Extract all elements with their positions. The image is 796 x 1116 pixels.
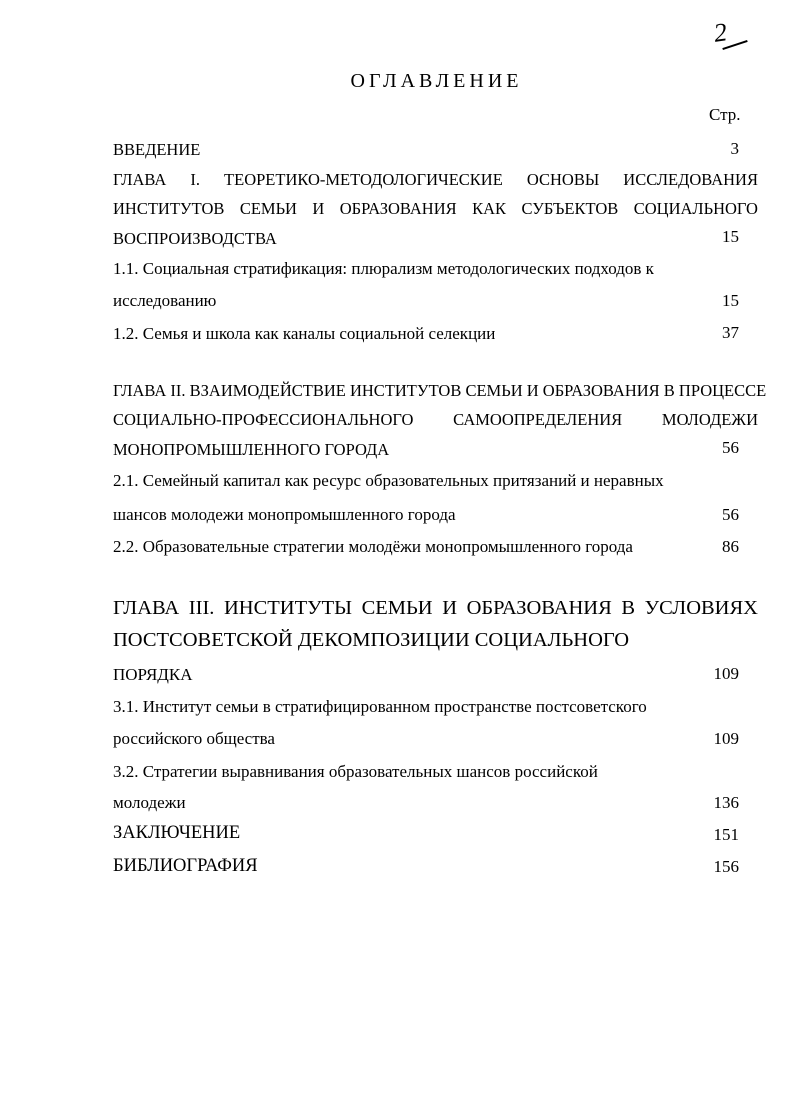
toc-section-1-1-page: 15 — [722, 291, 739, 310]
toc-section-1-1-line2: исследованию — [113, 291, 217, 310]
toc-chapter-1-page: 15 — [722, 227, 739, 246]
toc-section-3-1-line1: 3.1. Институт семьи в стратифицированном пространстве постсоветского — [113, 697, 647, 716]
toc-chapter-1-line3: ВОСПРОИЗВОДСТВА — [113, 229, 277, 248]
page-column-header: Стр. — [709, 105, 741, 124]
handwritten-page-number: 2 — [711, 17, 729, 48]
toc-section-3-2-page: 136 — [713, 793, 739, 812]
toc-intro: ВВЕДЕНИЕ — [113, 140, 201, 159]
toc-section-3-2-line1: 3.2. Стратегии выравнивания образовательных шансов российской — [113, 762, 598, 781]
toc-chapter-3-page: 109 — [713, 664, 739, 683]
toc-bibliography: БИБЛИОГРАФИЯ — [113, 856, 258, 876]
page-title: ОГЛАВЛЕНИЕ — [350, 70, 523, 92]
toc-section-2-1-page: 56 — [722, 505, 739, 524]
toc-chapter-3-line2: ПОСТСОВЕТСКОЙ ДЕКОМПОЗИЦИИ СОЦИАЛЬНОГО — [113, 629, 630, 651]
toc-section-2-1-line1: 2.1. Семейный капитал как ресурс образовательных притязаний и неравных — [113, 471, 664, 490]
toc-section-1-2-page: 37 — [722, 323, 739, 342]
toc-intro-page: 3 — [730, 139, 739, 158]
toc-section-2-1-line2: шансов молодежи монопромышленного города — [113, 505, 456, 524]
toc-section-3-2-line2: молодежи — [113, 793, 186, 812]
toc-chapter-1-line1: ГЛАВА I. ТЕОРЕТИКО-МЕТОДОЛОГИЧЕСКИЕ ОСНОВЫ ИССЛЕДОВАНИЯ — [113, 170, 758, 189]
toc-conclusion: ЗАКЛЮЧЕНИЕ — [113, 823, 241, 843]
toc-chapter-2-line3: МОНОПРОМЫШЛЕННОГО ГОРОДА — [113, 440, 390, 459]
toc-section-3-1-page: 109 — [713, 729, 739, 748]
toc-section-2-2-page: 86 — [722, 537, 739, 556]
toc-section-3-1-line2: российского общества — [113, 729, 275, 748]
toc-section-2-2: 2.2. Образовательные стратегии молодёжи монопромышленного города — [113, 537, 633, 556]
toc-chapter-3-line3: ПОРЯДКА — [113, 665, 193, 684]
toc-chapter-2-line2: СОЦИАЛЬНО-ПРОФЕССИОНАЛЬНОГО САМООПРЕДЕЛЕНИЯ МОЛОДЕЖИ — [113, 410, 758, 429]
toc-bibliography-page: 156 — [713, 857, 739, 876]
toc-section-1-2: 1.2. Семья и школа как каналы социальной селекции — [113, 324, 496, 343]
toc-chapter-2-page: 56 — [722, 438, 739, 457]
toc-chapter-1-line2: ИНСТИТУТОВ СЕМЬИ И ОБРАЗОВАНИЯ КАК СУБЪЕКТОВ СОЦИАЛЬНОГО — [113, 199, 758, 218]
toc-chapter-3-line1: ГЛАВА III. ИНСТИТУТЫ СЕМЬИ И ОБРАЗОВАНИЯ В УСЛОВИЯХ — [113, 597, 758, 619]
toc-chapter-2-line1: ГЛАВА II. ВЗАИМОДЕЙСТВИЕ ИНСТИТУТОВ СЕМЬИ И ОБРАЗОВАНИЯ В ПРОЦЕССЕ — [113, 381, 767, 400]
toc-section-1-1-line1: 1.1. Социальная стратификация: плюрализм методологических подходов к — [113, 259, 654, 278]
toc-conclusion-page: 151 — [713, 825, 739, 844]
